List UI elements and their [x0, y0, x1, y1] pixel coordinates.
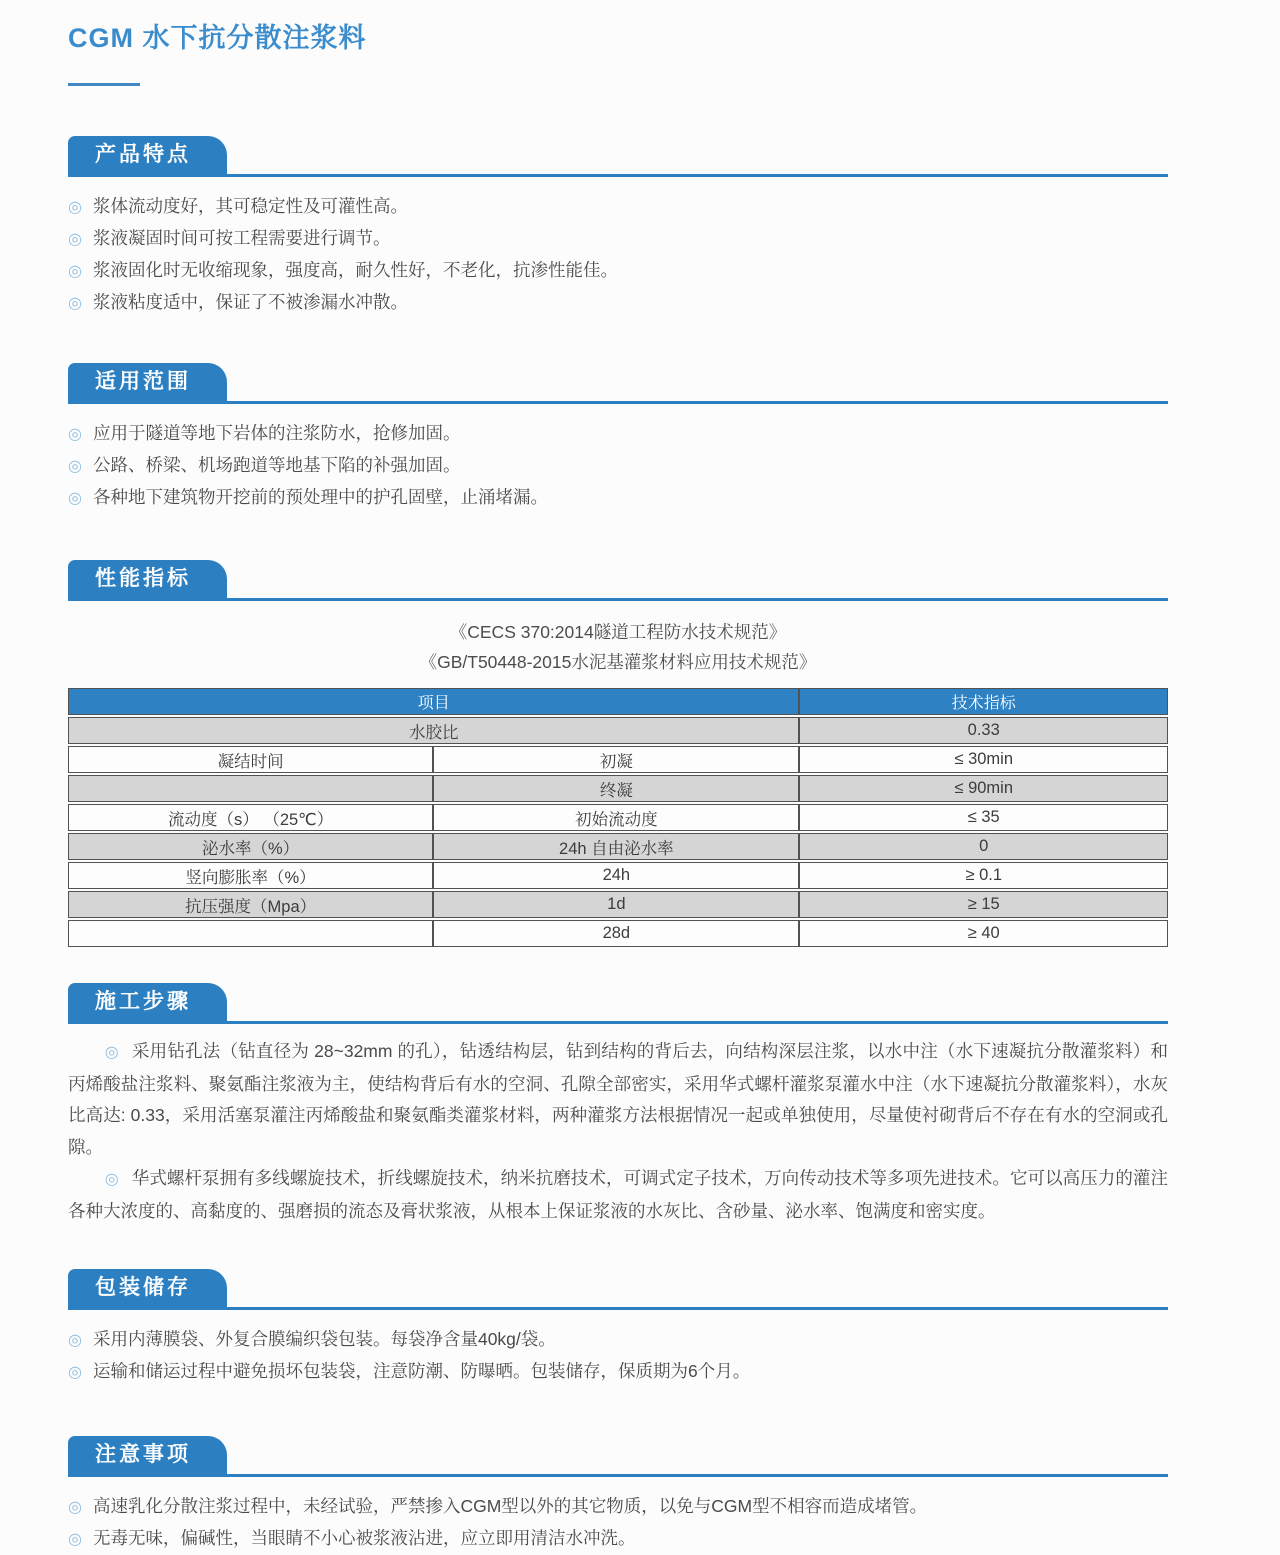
list-item-text: 浆液固化时无收缩现象，强度高，耐久性好，不老化，抗渗性能佳。 — [92, 260, 618, 280]
double-circle-icon: ◎ — [68, 199, 82, 216]
list-item-text: 浆液凝固时间可按工程需要进行调节。 — [92, 228, 391, 248]
list-item-text: 公路、桥梁、机场跑道等地基下陷的补强加固。 — [92, 455, 461, 475]
table-row — [68, 891, 1168, 918]
list-item — [68, 418, 1168, 450]
title-underline — [68, 83, 140, 86]
packaging-list — [68, 1324, 1168, 1388]
performance-table — [68, 686, 1168, 949]
double-circle-icon: ◎ — [68, 1531, 82, 1548]
double-circle-icon: ◎ — [104, 1171, 119, 1188]
table-row — [68, 717, 1168, 744]
double-circle-icon: ◎ — [68, 1332, 82, 1349]
table-cell: 28d — [433, 920, 799, 947]
section-notes — [68, 1436, 1168, 1555]
section-packaging — [68, 1269, 1168, 1388]
standard-line: 《CECS 370:2014隧道工程防水技术规范》 — [449, 622, 787, 642]
features-list — [68, 191, 1168, 319]
table-cell: ≤ 35 — [799, 804, 1168, 831]
paragraph-text: 华式螺杆泵拥有多线螺旋技术，折线螺旋技术，纳米抗磨技术，可调式定子技术，万向传动技术等多项先进技术。它可以高压力的灌注各种大浓度的、高黏度的、强磨损的流态及膏状浆液，从根本上保证浆液的水灰比、含砂量、泌水率、饱满度和密实度。 — [68, 1168, 1168, 1221]
paragraph-text: 采用钻孔法（钻直径为 28~32mm 的孔），钻透结构层，钻到结构的背后去，向结构深层注浆，以水中注（水下速凝抗分散灌浆料）和丙烯酸盐注浆料、聚氨酯注浆液为主，使结构背后有水的空洞、孔隙全部密实，采用华式螺杆灌浆泵灌水中注（水下速凝抗分散灌浆料），水灰比高达: 0.33，采用活塞泵灌注丙烯酸盐和聚氨酯类灌浆材料，两种灌浆方法根据情况一起或单独使用，尽量使衬砌背后不存在有水的空洞或孔隙。 — [68, 1041, 1168, 1157]
table-header-row — [68, 688, 1168, 715]
construction-paragraphs — [68, 1036, 1168, 1227]
section-badge-scope: 适用范围 — [68, 363, 227, 401]
table-cell: 竖向膨胀率（%） — [68, 862, 433, 889]
section-header — [68, 363, 1168, 404]
table-cell: ≥ 0.1 — [799, 862, 1168, 889]
list-item-text: 浆体流动度好，其可稳定性及可灌性高。 — [92, 196, 408, 216]
table-cell: 0.33 — [799, 717, 1168, 744]
standard-line: 《GB/T50448-2015水泥基灌浆材料应用技术规范》 — [419, 652, 817, 672]
list-item-text: 浆液粘度适中，保证了不被渗漏水冲散。 — [92, 292, 408, 312]
table-row — [68, 775, 1168, 802]
page-header — [68, 16, 1168, 86]
section-performance — [68, 560, 1168, 949]
list-item — [68, 482, 1168, 514]
table-cell: 泌水率（%） — [68, 833, 433, 860]
scope-list — [68, 418, 1168, 514]
datasheet-page — [68, 0, 1168, 1555]
double-circle-icon: ◎ — [68, 295, 82, 312]
section-badge-packaging: 包装储存 — [68, 1269, 227, 1307]
double-circle-icon: ◎ — [68, 263, 82, 280]
section-badge-features: 产品特点 — [68, 136, 227, 174]
list-item — [68, 1324, 1168, 1356]
table-row — [68, 833, 1168, 860]
standards-references — [68, 617, 1168, 677]
table-cell: 0 — [799, 833, 1168, 860]
table-cell: ≤ 90min — [799, 775, 1168, 802]
table-row — [68, 746, 1168, 773]
table-cell: 24h 自由泌水率 — [433, 833, 799, 860]
list-item-text: 各种地下建筑物开挖前的预处理中的护孔固壁，止涌堵漏。 — [92, 487, 548, 507]
list-item-text: 采用内薄膜袋、外复合膜编织袋包装。每袋净含量40kg/袋。 — [92, 1329, 556, 1349]
list-item — [68, 1523, 1168, 1555]
notes-list — [68, 1491, 1168, 1555]
section-badge-construction: 施工步骤 — [68, 983, 227, 1021]
list-item — [68, 450, 1168, 482]
table-cell: 水胶比 — [68, 717, 799, 744]
double-circle-icon: ◎ — [68, 458, 82, 475]
paragraph — [68, 1163, 1168, 1227]
table-cell: 抗压强度（Mpa） — [68, 891, 433, 918]
section-badge-performance: 性能指标 — [68, 560, 227, 598]
double-circle-icon: ◎ — [68, 426, 82, 443]
page-title: CGM 水下抗分散注浆料 — [68, 23, 367, 53]
table-cell: ≤ 30min — [799, 746, 1168, 773]
table-cell: 1d — [433, 891, 799, 918]
table-cell: 流动度（s） （25℃） — [68, 804, 433, 831]
section-header — [68, 1436, 1168, 1477]
section-header — [68, 1269, 1168, 1310]
list-item — [68, 287, 1168, 319]
table-cell: 24h — [433, 862, 799, 889]
header-cell-index: 技术指标 — [799, 688, 1168, 715]
section-construction — [68, 983, 1168, 1227]
section-header — [68, 136, 1168, 177]
double-circle-icon: ◎ — [68, 1499, 82, 1516]
section-header — [68, 983, 1168, 1024]
section-scope — [68, 363, 1168, 514]
list-item — [68, 1356, 1168, 1388]
header-cell-item: 项目 — [68, 688, 799, 715]
list-item — [68, 255, 1168, 287]
section-header — [68, 560, 1168, 601]
list-item — [68, 1491, 1168, 1523]
list-item-text: 高速乳化分散注浆过程中，未经试验，严禁掺入CGM型以外的其它物质，以免与CGM型不相容而造成堵管。 — [92, 1496, 928, 1516]
paragraph — [68, 1036, 1168, 1163]
section-features — [68, 136, 1168, 319]
table-cell: 终凝 — [433, 775, 799, 802]
table-cell — [68, 920, 433, 947]
table-cell: 初凝 — [433, 746, 799, 773]
list-item — [68, 191, 1168, 223]
section-badge-notes: 注意事项 — [68, 1436, 227, 1474]
list-item-text: 无毒无味，偏碱性，当眼睛不小心被浆液沾进，应立即用清洁水冲洗。 — [92, 1528, 636, 1548]
table-cell: 初始流动度 — [433, 804, 799, 831]
table-cell: ≥ 40 — [799, 920, 1168, 947]
table-row — [68, 804, 1168, 831]
table-row — [68, 920, 1168, 947]
double-circle-icon: ◎ — [68, 490, 82, 507]
table-row — [68, 862, 1168, 889]
table-cell: ≥ 15 — [799, 891, 1168, 918]
list-item-text: 运输和储运过程中避免损坏包装袋，注意防潮、防曝晒。包装储存，保质期为6个月。 — [92, 1361, 751, 1381]
list-item — [68, 223, 1168, 255]
double-circle-icon: ◎ — [68, 231, 82, 248]
double-circle-icon: ◎ — [104, 1044, 119, 1061]
table-cell — [68, 775, 433, 802]
list-item-text: 应用于隧道等地下岩体的注浆防水，抢修加固。 — [92, 423, 461, 443]
table-cell: 凝结时间 — [68, 746, 433, 773]
double-circle-icon: ◎ — [68, 1364, 82, 1381]
